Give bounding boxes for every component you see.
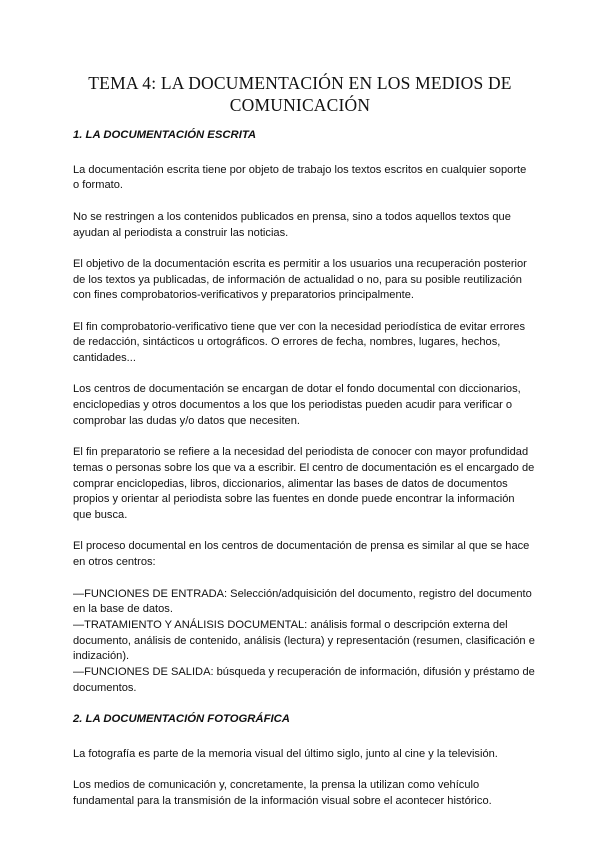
paragraph: La fotografía es parte de la memoria visual del último siglo, junto al cine y la televisión. (73, 747, 498, 760)
paragraph: La documentación escrita tiene por objeto de trabajo los textos escritos en cualquier soporte o formato. (73, 163, 527, 192)
paragraph: No se restringen a los contenidos publicados en prensa, sino a todos aquellos textos que ayudan al periodista a construir las noticias. (73, 210, 511, 239)
paragraph: El fin preparatorio se refiere a la necesidad del periodista de conocer con mayor profundidad temas o personas sobre los que va a escribir. El centro de documentación es el encargado de comprar enciclopedias, libros, diccionarios, alimentar las bases de datos de documentos propios y orientar al periodista sobre las fuentes en donde puede encontrar la información que busca. (73, 446, 535, 522)
section-heading-2: 2. LA DOCUMENTACIÓN FOTOGRÁFICA (73, 713, 290, 726)
paragraph: El fin comprobatorio-verificativo tiene que ver con la necesidad periodística de evitar errores de redacción, sintácticos u ortográficos. O errores de fecha, nombres, lugares, hechos, cantidades... (73, 320, 525, 365)
list-item: —FUNCIONES DE SALIDA: búsqueda y recuperación de información, difusión y préstamo de documentos. (73, 666, 535, 694)
page-title (60, 72, 540, 116)
paragraph: Los centros de documentación se encargan de dotar el fondo documental con diccionarios, enciclopedias y otros documentos a los que los periodistas pueden acudir para verificar o comprobar las dudas y/o datos que necesiten. (73, 383, 521, 427)
paragraph: El proceso documental en los centros de documentación de prensa es similar al que se hace en otros centros: (73, 540, 530, 569)
process-list (73, 587, 535, 697)
list-item: —TRATAMIENTO Y ANÁLISIS DOCUMENTAL: análisis formal o descripción externa del documento, análisis de contenido, análisis (lectura) y representación (resumen, clasificación e indización). (73, 618, 535, 663)
document-body (73, 128, 535, 825)
paragraph: Los medios de comunicación y, concretamente, la prensa la utilizan como vehículo fundamental para la transmisión de la información visual sobre el acontecer histórico. (73, 779, 492, 807)
section-heading-1: 1. LA DOCUMENTACIÓN ESCRITA (73, 129, 257, 141)
list-item: —FUNCIONES DE ENTRADA: Selección/adquisición del documento, registro del documento en la base de datos. (73, 587, 532, 616)
title-line-2: COMUNICACIÓN (229, 95, 371, 115)
title-line-1: TEMA 4: LA DOCUMENTACIÓN EN LOS MEDIOS DE (88, 73, 512, 93)
paragraph: El objetivo de la documentación escrita es permitir a los usuarios una recuperación posterior de los textos ya publicadas, de información de actualidad o no, para su posible reutilización con fines comprobatorios-verificativos y preparatorios principalmente. (73, 257, 527, 302)
